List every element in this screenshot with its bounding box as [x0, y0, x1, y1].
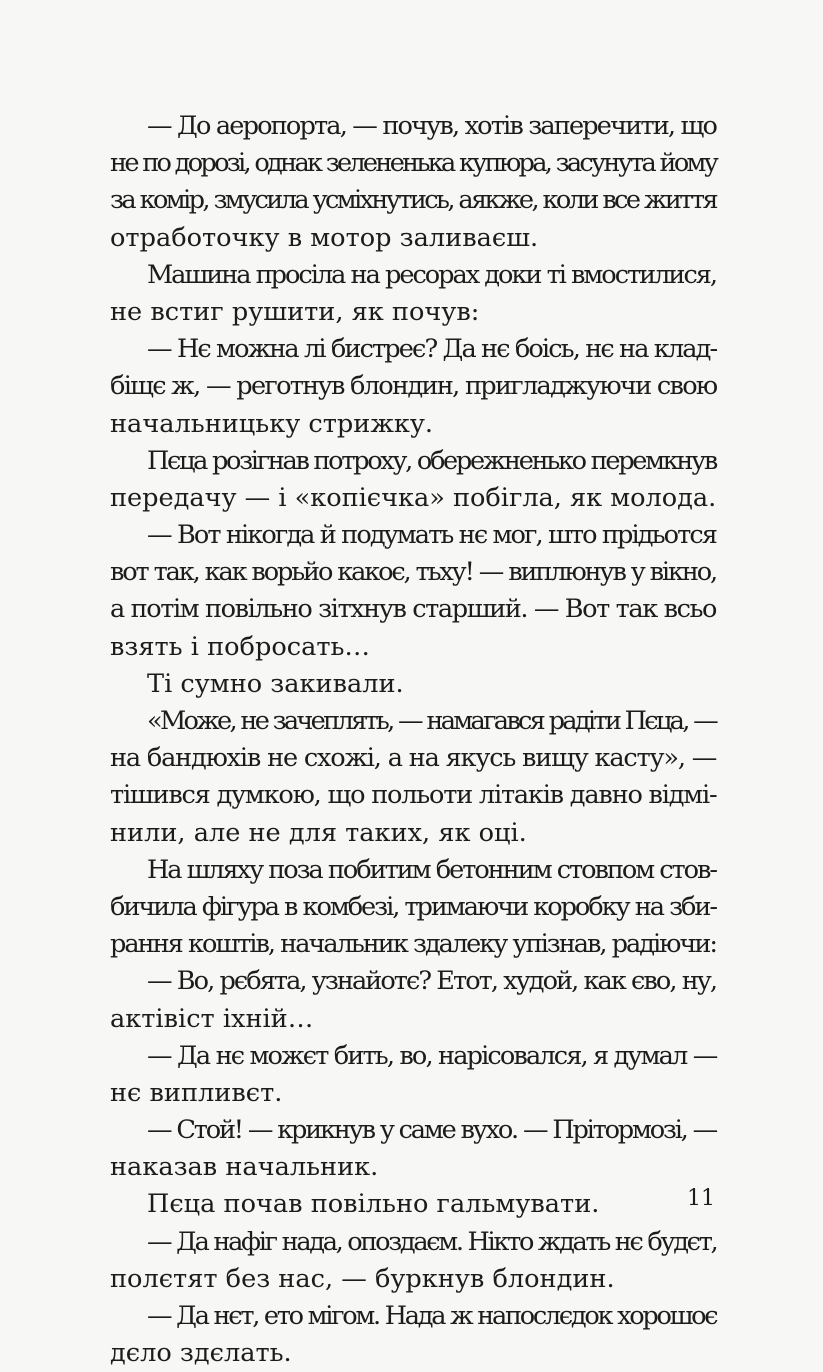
text-line: наказав начальник.: [110, 1152, 379, 1183]
body-text: [110, 108, 716, 1372]
text-line: не по дорозі, однак зелененька купюра, засунута йому: [110, 148, 717, 179]
text-line: тішився думкою, що польоти літаків давно відмі-: [110, 780, 717, 811]
text-line: актівіст іхній…: [110, 1003, 314, 1034]
page-number: 11: [687, 1186, 715, 1211]
text-line: — Да нє можєт бить, во, нарісовался, я думал —: [147, 1040, 717, 1071]
text-line: «Може, не зачеплять, — намагався радіти Пєца, —: [147, 706, 716, 736]
text-line: не встиг рушити, як почув:: [110, 296, 480, 327]
text-line: На шляху поза побитим бетонним стовпом стов-: [147, 854, 716, 885]
text-line: — Во, рєбята, узнайотє? Етот, худой, как єво, ну,: [147, 966, 717, 997]
text-line: передачу — і «копієчка» побігла, як молода.: [110, 482, 717, 513]
text-line: — Да нєт, ето мігом. Нада ж напослєдок хорошоє: [147, 1301, 717, 1331]
text-line: на бандюхів не схожі, а на якусь вищу касту», —: [110, 743, 717, 774]
text-line: дєло здєлать.: [110, 1338, 292, 1369]
text-line: а потім повільно зітхнув старший. — Вот так всьо: [110, 594, 716, 625]
text-line: — Нє можна лі бистреє? Да нє боісь, нє на клад-: [147, 334, 717, 365]
text-line: рання коштів, начальник здалеку упізнав, радіючи:: [110, 929, 716, 960]
text-line: — Да нафіг нада, опоздаєм. Нікто ждать нє будєт,: [147, 1226, 717, 1257]
text-line: — До аеропорта, — почув, хотів заперечити, що: [147, 111, 717, 141]
text-line: нили, але не для таких, як оці.: [110, 817, 527, 848]
text-line: Пєца почав повільно гальмувати.: [147, 1189, 600, 1220]
text-line: за комір, змусила усміхнутись, аякже, коли все життя: [110, 185, 716, 216]
text-line: — Стой! — крикнув у саме вухо. — Прітормозі, —: [147, 1115, 716, 1146]
text-line: Машина просіла на ресорах доки ті вмостилися,: [147, 259, 716, 290]
text-line: отработочку в мотор заливаєш.: [110, 222, 539, 253]
text-line: вот так, как ворьйо какоє, тьху! — виплюнув у вікно,: [110, 557, 717, 588]
text-line: полєтят без нас, — буркнув блондин.: [110, 1263, 615, 1294]
text-line: начальницьку стрижку.: [110, 408, 434, 439]
text-line: Ті сумно закивали.: [147, 668, 404, 699]
text-line: нє випливєт.: [110, 1077, 283, 1108]
text-line: біщє ж, — реготнув блондин, пригладжуючи свою: [110, 371, 717, 402]
text-line: — Вот нікогда й подумать нє мог, што прідьотся: [147, 520, 716, 551]
text-line: Пєца розігнав потроху, обережненько перемкнув: [147, 445, 716, 476]
text-line: бичила фігура в комбезі, тримаючи коробку на зби-: [110, 891, 716, 922]
text-line: взять і побросать…: [110, 631, 371, 662]
